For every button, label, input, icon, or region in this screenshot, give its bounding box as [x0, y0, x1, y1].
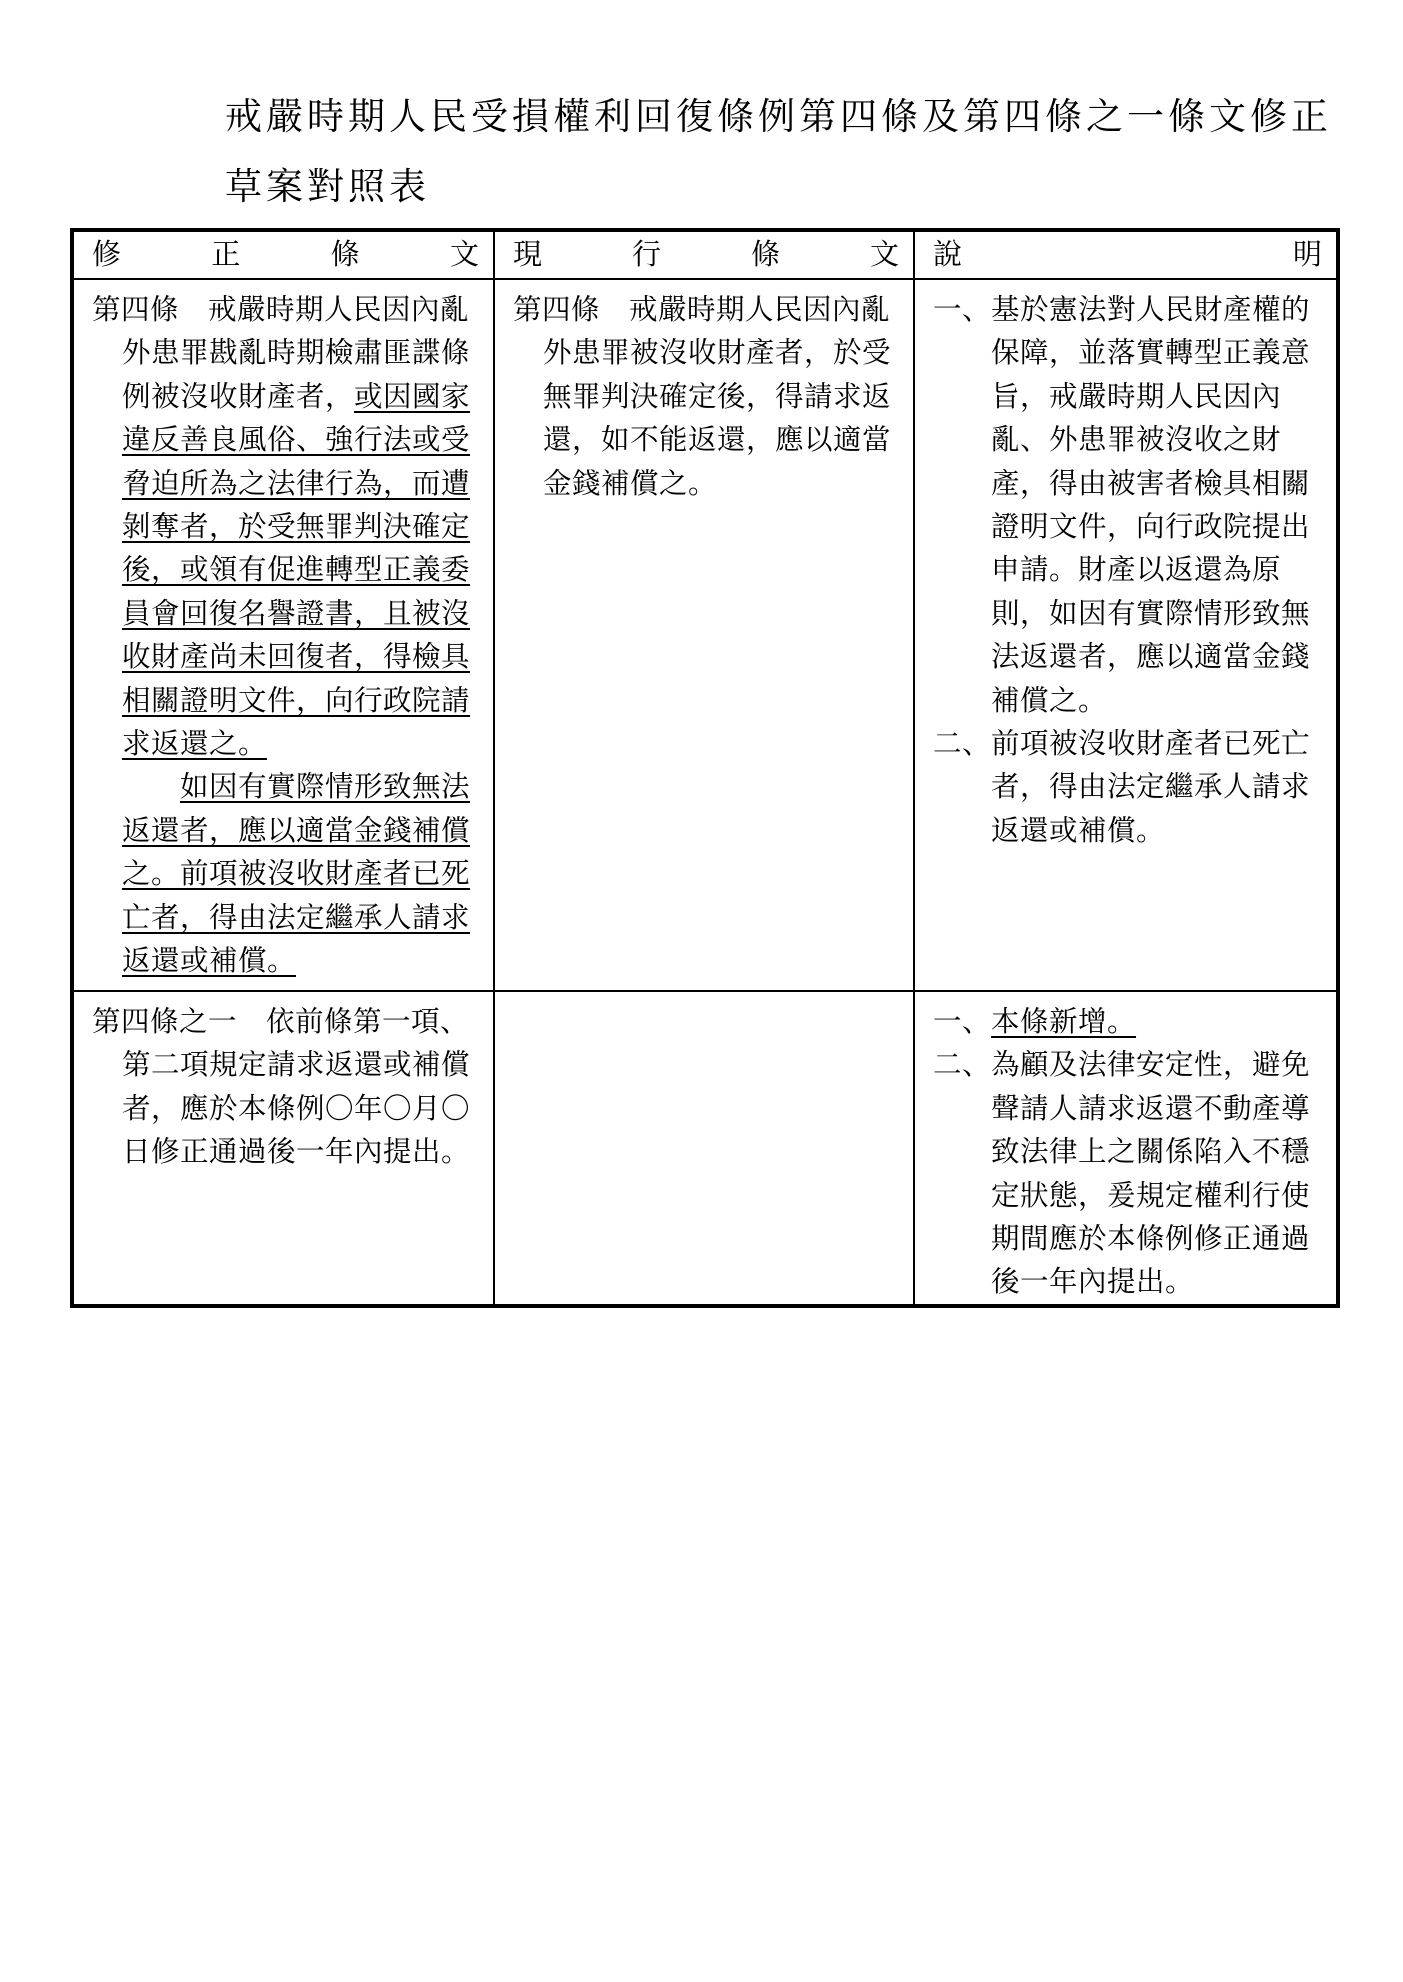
amended-underlined-text: 或因國家違反善良風俗、強行法或受脅迫所為之法律行為，而遭剝奪者，於受無罪判決確定後，或領有促進轉型正義委員會回復名譽證書，且被沒收財產尚未回復者，得檢具相關證明文件，向行政院請求返還之。: [122, 379, 471, 761]
header-current-char: 文: [869, 237, 899, 271]
header-amended-char: 修: [92, 237, 122, 271]
amended-cell: [72, 279, 494, 991]
amended-cell: [72, 991, 494, 1306]
comparison-table: [70, 228, 1340, 1308]
header-amended: [72, 230, 494, 279]
amended-paragraph-2: [92, 765, 481, 982]
explanation-cell: [914, 279, 1338, 991]
current-cell: [494, 991, 914, 1306]
explanation-item-text: 為顧及法律安定性，避免聲請人請求返還不動產導致法律上之關係陷入不穩定狀態，爰規定權利行使期間應於本條例修正通過後一年內提出。: [991, 1048, 1311, 1299]
explanation-cell: [914, 991, 1338, 1306]
header-explanation: [914, 230, 1338, 279]
header-current-char: 行: [631, 237, 661, 271]
explanation-item-text: [991, 1000, 1324, 1043]
amended-paragraph-1: [92, 288, 481, 765]
header-amended-char: 文: [449, 237, 479, 271]
header-explanation-char: 明: [1292, 237, 1322, 271]
current-paragraph: 第四條 戒嚴時期人民因內亂外患罪被沒收財產者，於受無罪判決確定後，得請求返還，如不能返還，應以適當金錢補償之。: [513, 293, 892, 500]
explanation-item: [933, 1043, 1324, 1303]
table-row-article-4-1: [72, 991, 1338, 1306]
amended-paragraph-1: 第四條之一 依前條第一項、第二項規定請求返還或補償者，應於本條例〇年〇月〇日修正通過後一年內提出。: [92, 1005, 471, 1169]
header-amended-char: 正: [211, 237, 241, 271]
explanation-item-number: 二、: [933, 1048, 992, 1082]
explanation-item-number: 二、: [933, 727, 992, 761]
explanation-item: [933, 722, 1324, 852]
explanation-underlined-text: 本條新增。: [991, 1005, 1137, 1038]
explanation-item-number: 一、: [933, 1005, 992, 1038]
amended-lead-text: 第四條 戒嚴時期人民因內亂外患罪戡亂時期檢肅匪諜條例被沒收財產者，: [92, 293, 471, 413]
document-title: 戒嚴時期人民受損權利回復條例第四條及第四條之一條文修正草案對照表: [225, 95, 1332, 208]
header-current-char: 條: [750, 237, 780, 271]
explanation-item: [933, 288, 1324, 722]
current-cell: [494, 279, 914, 991]
header-current-char: 現: [513, 237, 543, 271]
explanation-item: [933, 1000, 1324, 1043]
table-row-article-4: [72, 279, 1338, 991]
amended-underlined-text: 如因有實際情形致無法返還者，應以適當金錢補償之。前項被沒收財產者已死亡者，得由法定繼承人請求返還或補償。: [122, 770, 471, 978]
header-row: [72, 230, 1338, 279]
explanation-item-text: 前項被沒收財產者已死亡者，得由法定繼承人請求返還或補償。: [991, 727, 1311, 847]
header-amended-char: 條: [330, 237, 360, 271]
header-explanation-char: 說: [933, 237, 963, 271]
header-current: [494, 230, 914, 279]
explanation-item-text: 基於憲法對人民財產權的保障，並落實轉型正義意旨，戒嚴時期人民因內亂、外患罪被沒收之財產，得由被害者檢具相關證明文件，向行政院提出申請。財產以返還為原則，如因有實際情形致無法返還者，應以適當金錢補償之。: [991, 293, 1311, 717]
explanation-item-number: 一、: [933, 293, 992, 326]
